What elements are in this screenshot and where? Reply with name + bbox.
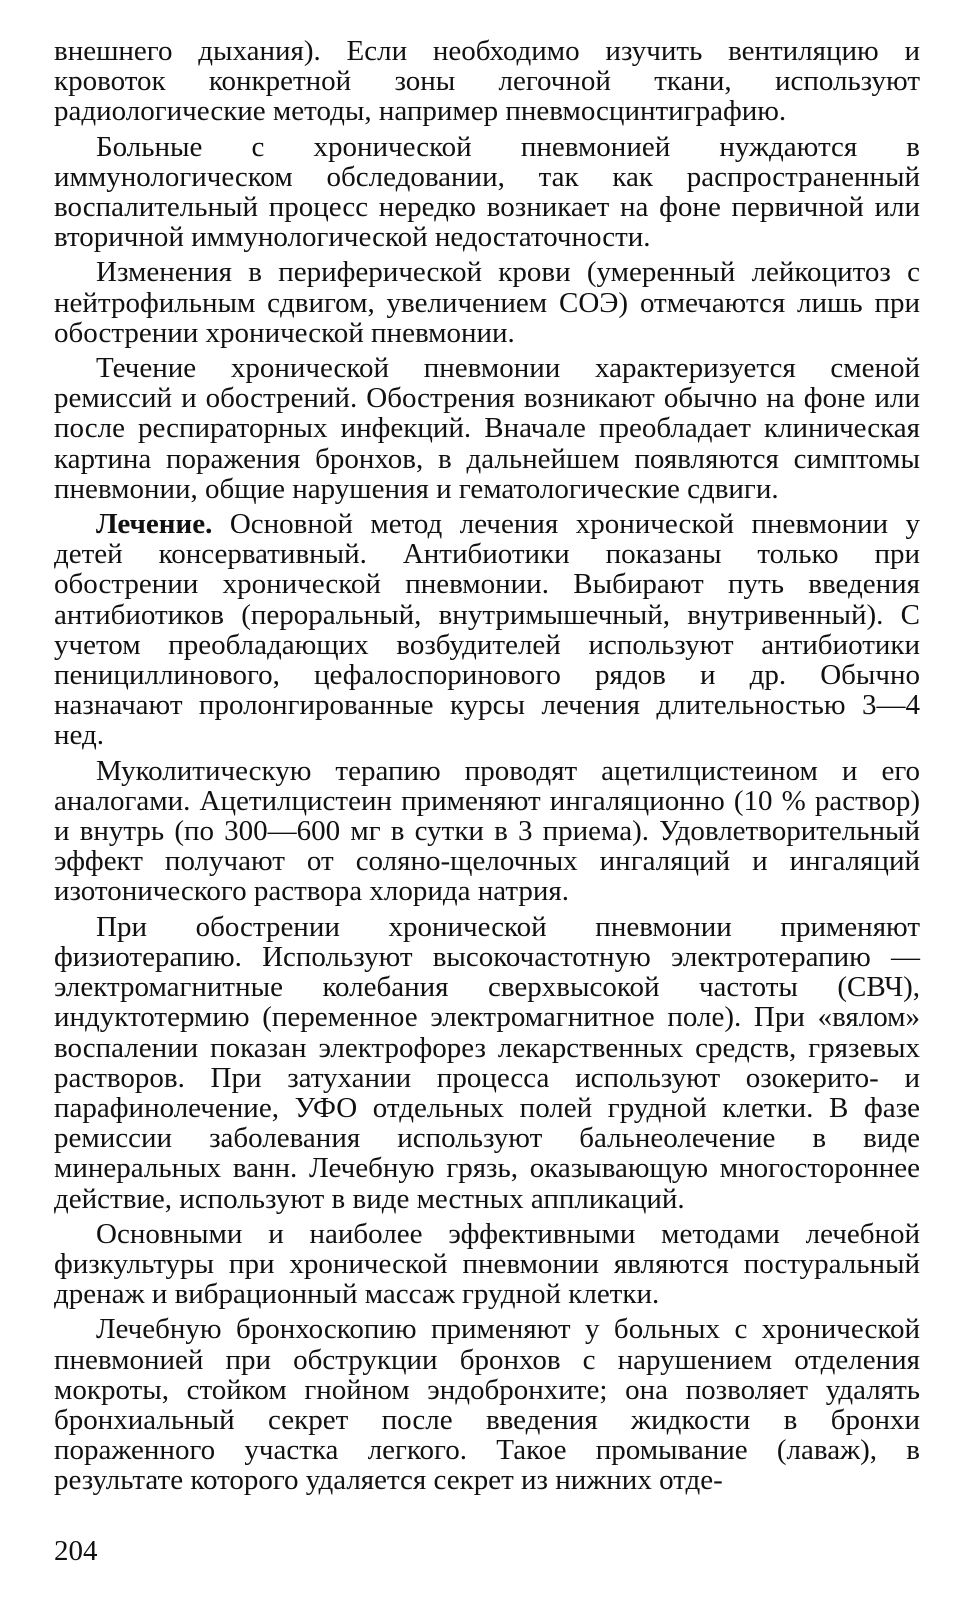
- paragraph-text: Основной метод лечения хронической пневмонии у детей консервативный. Антибиотики показаны только при обострении хронической пневмонии. Выбирают путь введения антибиотиков (пероральный, внутримышечный, внутривенный). С учетом преобладающих возбудителей используют антибиотики пенициллинового, цефалоспоринового рядов и др. Обычно назначают пролонгированные курсы лечения длительностью 3—4 нед.: [54, 508, 920, 752]
- paragraph-continuation: [54, 36, 920, 127]
- page-body: [54, 36, 920, 1501]
- paragraph-mucolytic: [54, 756, 920, 907]
- paragraph-text: внешнего дыхания). Если необходимо изучить вентиляцию и кровоток конкретной зоны легочной ткани, используют радиологические методы, например пневмосцинтиграфию.: [54, 35, 920, 128]
- paragraph-text: Основными и наиболее эффективными методами лечебной физкультуры при хронической пневмонии являются постуральный дренаж и вибрационный массаж грудной клетки.: [54, 1217, 920, 1311]
- paragraph-physiotherapy: [54, 912, 920, 1214]
- section-lead: Лечение.: [96, 508, 213, 541]
- page-number: 204: [54, 1535, 98, 1567]
- paragraph-text: Течение хронической пневмонии характеризуется сменой ремиссий и обострений. Обострения возникают обычно на фоне или после респираторных инфекций. Вначале преобладает клиническая картина поражения бронхов, в дальнейшем появляются симптомы пневмонии, общие нарушения и гематологические сдвиги.: [54, 352, 920, 505]
- paragraph-text: Муколитическую терапию проводят ацетилцистеином и его аналогами. Ацетилцистеин применяют ингаляционно (10 % раствор) и внутрь (по 300—600 мг в сутки в 3 приема). Удовлетворительный эффект получают от соляно-щелочных ингаляций и ингаляций изотонического раствора хлорида натрия.: [54, 754, 920, 908]
- paragraph-course: [54, 353, 920, 504]
- paragraph-blood-changes: [54, 257, 920, 348]
- paragraph-text: Лечебную бронхоскопию применяют у больных с хронической пневмонией при обструкции бронхов с нарушением отделения мокроты, стойком гнойном эндобронхите; она позволяет удалять бронхиальный секрет после введения жидкости в бронхи пораженного участка легкого. Такое промывание (лаваж), в результате которого удаляется секрет из нижних отде-: [54, 1313, 920, 1497]
- paragraph-text: Изменения в периферической крови (умеренный лейкоцитоз с нейтрофильным сдвигом, увеличением СОЭ) отмечаются лишь при обострении хронической пневмонии.: [54, 256, 920, 349]
- paragraph-bronchoscopy: [54, 1314, 920, 1495]
- paragraph-treatment: [54, 509, 920, 751]
- paragraph-exercise-therapy: [54, 1219, 920, 1310]
- paragraph-text: При обострении хронической пневмонии применяют физиотерапию. Используют высокочастотную электротерапию — электромагнитные колебания сверхвысокой частоты (СВЧ), индуктотермию (переменное электромагнитное поле). При «вялом» воспалении показан электрофорез лекарственных средств, грязевых растворов. При затухании процесса используют озокерито- и парафинолечение, УФО отдельных полей грудной клетки. В фазе ремиссии заболевания используют бальнеолечение в виде минеральных ванн. Лечебную грязь, оказывающую многостороннее действие, используют в виде местных аппликаций.: [54, 910, 920, 1215]
- paragraph-text: Больные с хронической пневмонией нуждаются в иммунологическом обследовании, так как распространенный воспалительный процесс нередко возникает на фоне первичной или вторичной иммунологической недостаточности.: [54, 130, 920, 254]
- paragraph-immunology: [54, 132, 920, 253]
